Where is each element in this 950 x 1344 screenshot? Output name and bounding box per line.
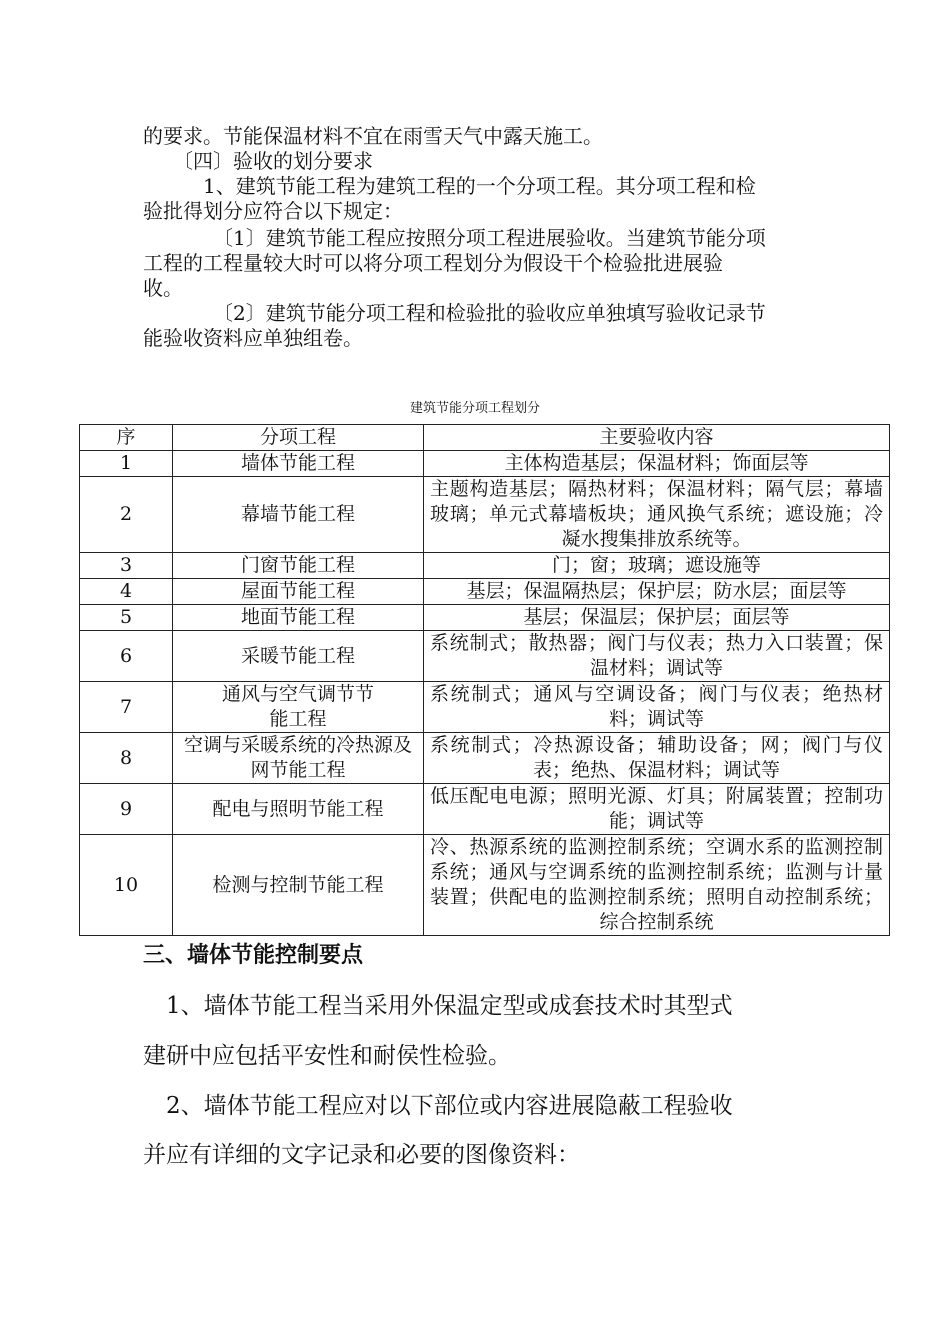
section-heading: 三、墙体节能控制要点 bbox=[143, 943, 364, 968]
table-row bbox=[80, 835, 890, 936]
header-cell-item: 分项工程 bbox=[173, 425, 424, 451]
row-item: 地面节能工程 bbox=[173, 605, 424, 631]
body-text-line: 1、建筑节能工程为建筑工程的一个分项工程。其分项工程和检 bbox=[143, 174, 756, 198]
row-item: 配电与照明节能工程 bbox=[173, 784, 424, 835]
body-text-line: 2、墙体节能工程应对以下部位或内容进展隐蔽工程验收 bbox=[143, 1093, 733, 1119]
row-content: 系统制式；散热器；阀门与仪表；热力入口装置；保温材料；调试等 bbox=[424, 631, 890, 682]
row-item: 采暖节能工程 bbox=[173, 631, 424, 682]
table-header-row bbox=[80, 425, 890, 451]
body-text-line: 〔1〕建筑节能工程应按照分项工程进展验收。当建筑节能分项 bbox=[143, 226, 766, 250]
table-row bbox=[80, 631, 890, 682]
table-row bbox=[80, 682, 890, 733]
body-text-line: 验批得划分应符合以下规定： bbox=[143, 199, 403, 223]
row-item: 墙体节能工程 bbox=[173, 451, 424, 477]
row-number: 9 bbox=[80, 784, 173, 835]
row-number: 4 bbox=[80, 579, 173, 605]
table-row bbox=[80, 733, 890, 784]
row-content: 基层；保温层；保护层；面层等 bbox=[424, 605, 890, 631]
body-text-line: 收。 bbox=[143, 276, 183, 300]
body-text-line: 并应有详细的文字记录和必要的图像资料： bbox=[143, 1142, 580, 1168]
subsection-heading: 〔四〕验收的划分要求 bbox=[143, 149, 373, 173]
table-row bbox=[80, 579, 890, 605]
row-content: 基层；保温隔热层；保护层；防水层；面层等 bbox=[424, 579, 890, 605]
row-item: 屋面节能工程 bbox=[173, 579, 424, 605]
row-item: 通风与空气调节节能工程 bbox=[173, 682, 424, 733]
row-content: 门；窗；玻璃；遮设施等 bbox=[424, 553, 890, 579]
table-row bbox=[80, 553, 890, 579]
table-caption: 建筑节能分项工程划分 bbox=[409, 401, 540, 416]
row-item: 空调与采暖系统的冷热源及网节能工程 bbox=[173, 733, 424, 784]
table-row bbox=[80, 477, 890, 553]
division-table bbox=[79, 424, 890, 936]
body-text-line: 工程的工程量较大时可以将分项工程划分为假设干个检验批进展验 bbox=[143, 251, 723, 275]
row-item: 幕墙节能工程 bbox=[173, 477, 424, 553]
row-content: 系统制式；通风与空调设备；阀门与仪表；绝热材料；调试等 bbox=[424, 682, 890, 733]
row-content: 主体构造基层；保温材料；饰面层等 bbox=[424, 451, 890, 477]
body-text-line: 能验收资料应单独组卷。 bbox=[143, 326, 363, 350]
row-number: 7 bbox=[80, 682, 173, 733]
row-content: 低压配电电源；照明光源、灯具；附属装置；控制功能；调试等 bbox=[424, 784, 890, 835]
header-cell-content: 主要验收内容 bbox=[424, 425, 890, 451]
row-number: 2 bbox=[80, 477, 173, 553]
row-number: 8 bbox=[80, 733, 173, 784]
body-text-line: 〔2〕建筑节能分项工程和检验批的验收应单独填写验收记录节 bbox=[143, 301, 766, 325]
row-content: 系统制式；冷热源设备；辅助设备；网；阀门与仪表；绝热、保温材料；调试等 bbox=[424, 733, 890, 784]
row-number: 3 bbox=[80, 553, 173, 579]
row-item: 检测与控制节能工程 bbox=[173, 835, 424, 936]
table-row bbox=[80, 605, 890, 631]
header-cell-number: 序 bbox=[80, 425, 173, 451]
row-content: 主题构造基层；隔热材料；保温材料；隔气层；幕墙玻璃；单元式幕墙板块；通风换气系统；遮设施；冷凝水搜集排放系统等。 bbox=[424, 477, 890, 553]
body-text-line: 1、墙体节能工程当采用外保温定型或成套技术时其型式 bbox=[143, 993, 733, 1019]
row-number: 1 bbox=[80, 451, 173, 477]
table-row bbox=[80, 784, 890, 835]
row-number: 10 bbox=[80, 835, 173, 936]
table-row bbox=[80, 451, 890, 477]
row-item: 门窗节能工程 bbox=[173, 553, 424, 579]
body-text-line: 的要求。节能保温材料不宜在雨雪天气中露天施工。 bbox=[143, 124, 603, 148]
row-content: 冷、热源系统的监测控制系统；空调水系的监测控制系统；通风与空调系统的监测控制系统；监测与计量装置；供配电的监测控制系统；照明自动控制系统；综合控制系统 bbox=[424, 835, 890, 936]
row-number: 6 bbox=[80, 631, 173, 682]
body-text-line: 建研中应包括平安性和耐侯性检验。 bbox=[143, 1043, 511, 1069]
row-number: 5 bbox=[80, 605, 173, 631]
